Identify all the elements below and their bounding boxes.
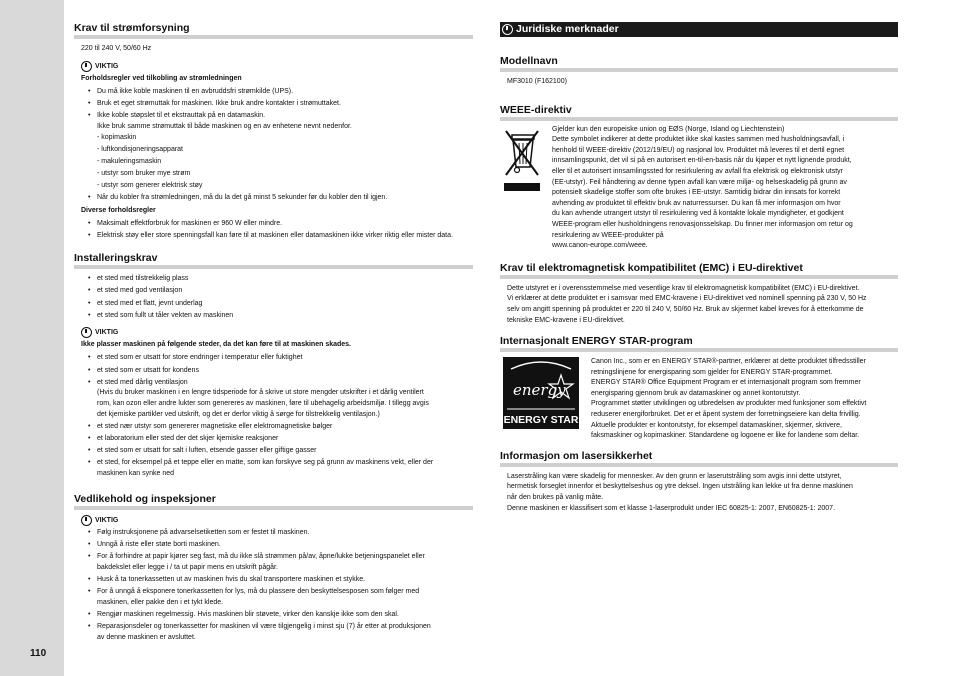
list-item xyxy=(74,378,473,420)
energy-star-text xyxy=(591,357,866,442)
list-item: • Du må ikke koble maskinen til en avbruddsfri strømkilde (UPS). xyxy=(74,87,473,98)
list-item-line: • For å unngå å eksponere tonerkassetten for lys, må du plassere den beskyttelsesposen som følger med xyxy=(97,588,420,596)
list-item-line: maskinen kan synke ned xyxy=(97,469,175,477)
other-bullets xyxy=(74,219,473,242)
install-warning: Ikke plasser maskinen på følgende steder, da det kan føre til at maskinen skades. xyxy=(81,341,351,349)
energy-star-script-text: energy xyxy=(513,381,566,400)
power-heading: Krav til strømforsyning xyxy=(74,22,473,39)
text-line: energisparing gjennom bruk av datamaskiner og annet kontorutstyr. xyxy=(591,389,801,397)
text-line: når den brukes på vanlig måte. xyxy=(507,494,604,502)
list-item: • et sted som fullt ut tåler vekten av maskinen xyxy=(74,311,473,322)
legal-notices-bar xyxy=(500,22,898,37)
text-line: avhending av produktet til effektiv bruk av naturressurser. Du kan få mer informasjon om hvor xyxy=(552,199,841,207)
sub-item: - utstyr som generer elektrisk støy xyxy=(97,181,473,192)
list-item xyxy=(74,575,473,586)
text-line: faksmaskiner og kopimaskiner. Standardene og logoene er like for landene som deltar. xyxy=(591,432,860,440)
list-item-line: (Hvis du bruker maskinen i en lengre tidsperiode for å skrive ut store mengder utskrifter i et dårlig ventilert xyxy=(97,389,424,397)
list-item-line: • Rengjør maskinen regelmessig. Hvis maskinen blir støvete, virker den kanskje ikke som den skal. xyxy=(97,611,399,619)
text-line: Canon Inc., som er en ENERGY STAR®-partner, erklærer at dette produktet tilfredsstiller xyxy=(591,358,866,366)
text-line: eller til et autorisert innsamlingssted for resirkulering av avfall fra elektrisk og elektronisk utstyr xyxy=(552,167,844,175)
weee-block xyxy=(500,127,898,252)
sub-item: - utstyr som bruker mye strøm xyxy=(97,169,473,180)
list-item-line: • et sted med dårlig ventilasjon xyxy=(97,378,188,386)
power-bullets xyxy=(74,87,473,204)
text-line: Dette utstyret er i overensstemmelse med vesentlige krav til elektromagnetisk kompatibilitet (EMC) i EU-direktivet. xyxy=(507,284,860,292)
list-item: • et sted med et flatt, jevnt underlag xyxy=(74,299,473,310)
important-label: VIKTIG xyxy=(95,62,119,70)
list-item-line: av denne maskinen er avsluttet. xyxy=(97,634,196,641)
text-line: WEEE-program eller husholdningens renovasjonsselskap. Du finner mer informasjon om retur og xyxy=(552,220,853,228)
text-line: Laserstråling kan være skadelig for mennesker. Av den grunn er laserutstråling som avgis inni dette utstyret, xyxy=(507,472,842,480)
text-line: retningslinjene for energisparing som gjelder for ENERGY STAR-programmet. xyxy=(591,368,833,376)
important-label: VIKTIG xyxy=(95,329,119,337)
laser-heading: Informasjon om lasersikkerhet xyxy=(500,450,898,467)
energy-star-heading: Internasjonalt ENERGY STAR-program xyxy=(500,335,898,352)
list-item-line: Ikke bruk samme strømuttak til både maskinen og en av enhetene nevnt nedenfor. xyxy=(97,122,352,130)
list-item-line: • Følg instruksjonene på advarselsetiketten som er festet til maskinen. xyxy=(97,529,310,537)
list-item xyxy=(74,540,473,551)
model-heading: Modellnavn xyxy=(500,55,898,72)
sub-item: - kopimaskin xyxy=(97,133,473,144)
right-column xyxy=(500,22,898,514)
list-item-line: det kjemiske partikler ved utskrift, og det er derfor viktig å sørge for tilstrekkelig ventilasjon.) xyxy=(97,410,380,418)
avoid-bullets xyxy=(74,353,473,479)
important-icon xyxy=(81,327,92,338)
sub-item: - luftkondisjoneringsapparat xyxy=(97,145,473,156)
list-item: • Elektrisk støy eller store spenningsfall kan føre til at maskinen eller datamaskinen ikke virker riktig eller mister data. xyxy=(74,231,473,242)
list-item: • et sted som er utsatt for kondens xyxy=(74,366,473,377)
power-spec: 220 til 240 V, 50/60 Hz xyxy=(81,45,152,52)
text-line: du kan avhende utrangert utstyr til resirkulering ved å kontakte lokale myndigheter, et godkjent xyxy=(552,210,844,218)
model-value: MF3010 (F162100) xyxy=(507,78,567,85)
list-item-line: maskinen, eller pakke den i et tykt klede. xyxy=(97,599,224,607)
list-item: • et sted med god ventilasjon xyxy=(74,286,473,297)
text-line: ENERGY STAR® Office Equipment Program er et internasjonalt program som fremmer xyxy=(591,379,861,387)
list-item xyxy=(74,111,473,192)
list-item: • et sted nær utstyr som genererer magnetiske eller elektromagnetiske bølger xyxy=(74,422,473,433)
text-line: henhold til WEEE-direktiv (2012/19/EU) og nasjonal lov. Produktet må leveres til et dertil egnet xyxy=(552,146,845,154)
text-line: resirkulering av WEEE-produkter på xyxy=(552,231,664,239)
text-line: innsamlingspunkt, det vil si på en autorisert en-til-en-basis når du kjøper et nytt lignende produkt, xyxy=(552,157,852,165)
text-line: potensielt skadelige stoffer som ofte brukes i EE-utstyr. Samtidig bidrar din innsats for korrekt xyxy=(552,189,841,197)
energy-star-logo xyxy=(503,357,579,442)
list-item: • Når du kobler fra strømledningen, må du la det gå minst 5 sekunder før du kobler den til igjen. xyxy=(74,193,473,204)
other-precautions-heading: Diverse forholdsregler xyxy=(81,206,156,214)
list-item: • et laboratorium eller sted der det skjer kjemiske reaksjoner xyxy=(74,434,473,445)
list-item xyxy=(74,528,473,539)
list-item xyxy=(74,610,473,621)
list-item-line: bakdekslet eller legge i / ta ut papir mens en utskrift pågår. xyxy=(97,564,278,572)
list-item xyxy=(74,552,473,573)
list-item xyxy=(74,458,473,479)
list-item xyxy=(74,587,473,608)
important-label: VIKTIG xyxy=(95,517,119,525)
important-icon xyxy=(81,61,92,72)
laser-text xyxy=(507,472,898,514)
maintenance-heading: Vedlikehold og inspeksjoner xyxy=(74,493,473,510)
weee-text xyxy=(552,125,853,252)
list-item xyxy=(74,622,473,643)
important-icon xyxy=(502,24,513,35)
page-margin-strip xyxy=(0,0,64,676)
text-line: selv om angitt spenning på produktet er 220 til 240 V, 50/60 Hz. Bruk av skjermet kabel kreves for å etterkomme de xyxy=(507,305,864,313)
legal-notices-title: Juridiske merknader xyxy=(516,23,619,35)
text-line: hermetisk forseglet innenfor et beskyttelseshus og ytre deksel. Ingen utstråling kan lekke ut fra denne maskinen xyxy=(507,483,853,491)
important-note xyxy=(81,327,473,338)
left-column xyxy=(74,22,473,645)
text-line: Dette symbolet indikerer at dette produktet ikke skal kastes sammen med husholdningsavfall, i xyxy=(552,136,845,144)
weee-heading: WEEE-direktiv xyxy=(500,104,898,121)
text-line: Programmet støtter utviklingen og utbredelsen av produkter med funksjoner som effektivt xyxy=(591,400,867,408)
list-item-line: • For å forhindre at papir kjører seg fast, må du ikke slå strømmen på/av, åpne/lukke betjeningspanelet eller xyxy=(97,553,425,561)
list-item-line: • et sted, for eksempel på et teppe eller en matte, som kan forskyve seg på grunn av maskinens vekt, eller der xyxy=(97,459,434,467)
text-line: Denne maskinen er klassifisert som et klasse 1-laserprodukt under IEC 60825-1: 2007, EN60825-1: 2007. xyxy=(507,504,836,512)
maintenance-bullets xyxy=(74,528,473,644)
text-line: Aktuelle produkter er kontorutstyr, for eksempel datamaskiner, skjermer, skrivere, xyxy=(591,421,842,429)
energy-star-caption: ENERGY STAR xyxy=(503,414,579,427)
list-item-line: • Ikke koble støpslet til et ekstrauttak på en datamaskin. xyxy=(97,111,266,119)
list-item-line: • Unngå å riste eller støte borti maskinen. xyxy=(97,541,221,549)
install-bullets xyxy=(74,274,473,321)
text-line: Vi erklærer at dette produktet er i samsvar med EMC-kravene i EU-direktivet ved nominell spenning på 230 V, 50 Hz xyxy=(507,295,867,303)
text-line: www.canon-europe.com/weee. xyxy=(552,242,648,250)
list-item: • Bruk et eget strømuttak for maskinen. Ikke bruk andre kontakter i strømuttaket. xyxy=(74,99,473,110)
important-note xyxy=(81,515,473,526)
install-heading: Installeringskrav xyxy=(74,252,473,269)
important-icon xyxy=(81,515,92,526)
emc-text xyxy=(507,284,898,326)
list-item: • et sted som er utsatt for salt i luften, etsende gasser eller giftige gasser xyxy=(74,446,473,457)
list-item-line: rom, kan ozon eller andre lukter som genereres av maskinen, føre til ubehagelig arbeidsmiljø. I tillegg avgis xyxy=(97,399,429,407)
text-line: reduserer energiforbruket. Det er et åpent system der forretningseiere kan delta frivillig. xyxy=(591,411,861,419)
page-number: 110 xyxy=(30,648,47,659)
text-line: tekniske EMC-kravene i EU-direktivet. xyxy=(507,316,625,324)
list-item-line: • Reparasjonsdeler og tonerkassetter for maskinen vil være tilgjengelig i minst sju (7) år etter at produksjonen xyxy=(97,623,431,631)
crossed-out-wheelie-bin-icon xyxy=(500,127,544,252)
important-note xyxy=(81,61,473,72)
list-item-line: • Husk å ta tonerkassetten ut av maskinen hvis du skal transportere maskinen et stykke. xyxy=(97,576,366,584)
device-sublist xyxy=(97,133,473,192)
text-line: (EE-utstyr). Feil håndtering av denne typen avfall kan være miljø- og helseskadelig på grunn av xyxy=(552,178,847,186)
emc-heading: Krav til elektromagnetisk kompatibilitet (EMC) i EU-direktivet xyxy=(500,262,898,279)
energy-star-block xyxy=(500,357,898,442)
list-item: • et sted som er utsatt for store endringer i temperatur eller fuktighet xyxy=(74,353,473,364)
list-item: • Maksimalt effektforbruk for maskinen er 960 W eller mindre. xyxy=(74,219,473,230)
sub-item: - makuleringsmaskin xyxy=(97,157,473,168)
text-line: Gjelder kun den europeiske union og EØS (Norge, Island og Liechtenstein) xyxy=(552,125,785,133)
power-subheading: Forholdsregler ved tilkobling av strømledningen xyxy=(81,74,242,82)
list-item: • et sted med tilstrekkelig plass xyxy=(74,274,473,285)
